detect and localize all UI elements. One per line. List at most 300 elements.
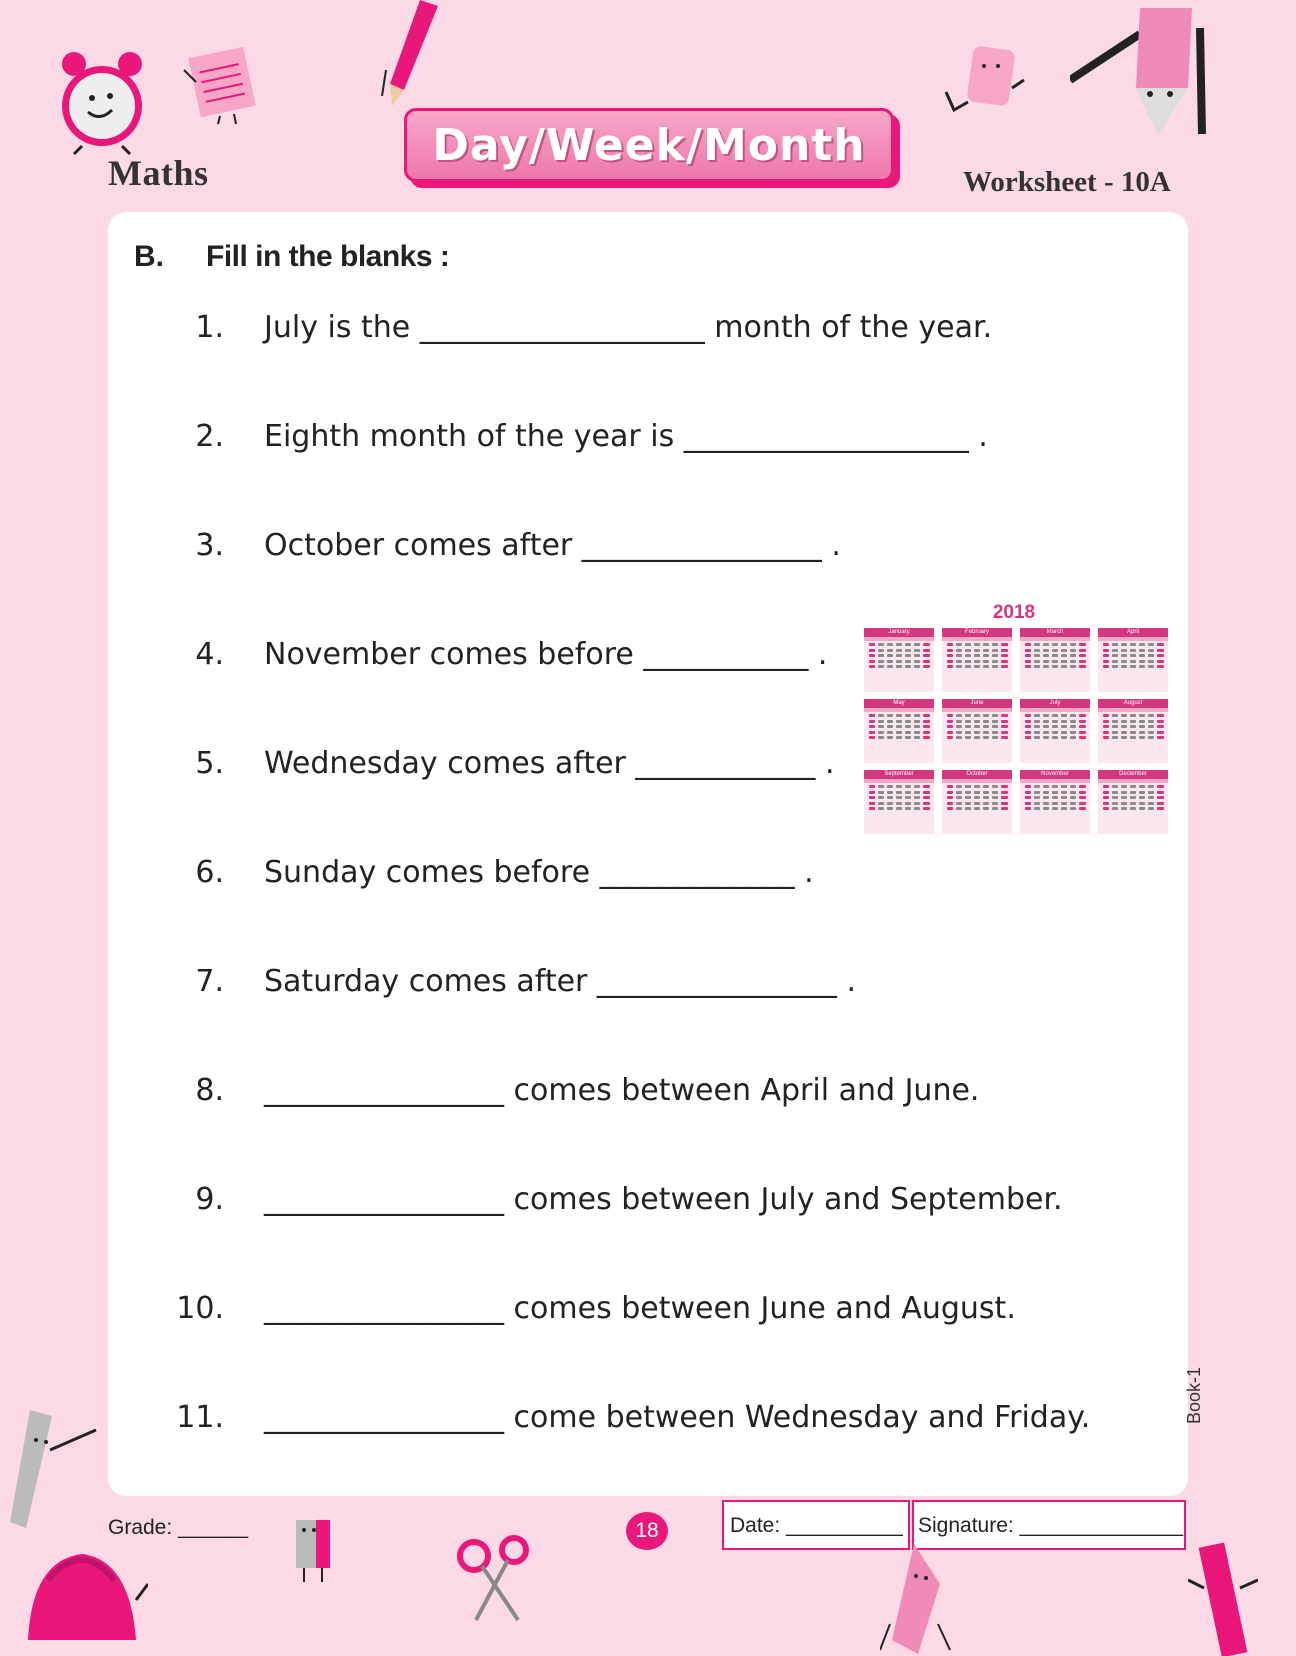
calendar-day (923, 654, 929, 657)
calendar-day (974, 785, 980, 788)
calendar-day (1025, 660, 1031, 663)
calendar-day (1139, 736, 1145, 739)
calendar-day (923, 791, 929, 794)
calendar-day (1079, 720, 1085, 723)
calendar-day (1157, 802, 1163, 805)
ruler-icon (10, 1410, 100, 1530)
calendar-day (887, 654, 893, 657)
sharpener-icon (284, 1516, 344, 1588)
calendar-day (1001, 807, 1007, 810)
calendar-day (1061, 714, 1067, 717)
calendar-day (983, 660, 989, 663)
question-number: 6. (195, 855, 224, 890)
calendar-day (887, 649, 893, 652)
calendar-day (1034, 720, 1040, 723)
calendar-day (1079, 643, 1085, 646)
calendar-day (983, 731, 989, 734)
calendar-day (896, 660, 902, 663)
section-title: Fill in the blanks : (206, 240, 450, 273)
calendar-day (1139, 649, 1145, 652)
calendar-day (1079, 791, 1085, 794)
calendar-day (1103, 736, 1109, 739)
calendar-day (878, 660, 884, 663)
bag-icon (18, 1520, 148, 1650)
calendar-day (1103, 654, 1109, 657)
calendar-day (1139, 785, 1145, 788)
calendar-day (1052, 802, 1058, 805)
calendar-date-grid (1098, 783, 1168, 812)
calendar-day (965, 785, 971, 788)
question-text[interactable]: Saturday comes after ________________ . (264, 964, 857, 999)
calendar-day (923, 736, 929, 739)
calendar-day (956, 731, 962, 734)
calendar-day (1148, 720, 1154, 723)
calendar-day (1148, 791, 1154, 794)
calendar-day (869, 643, 875, 646)
calendar-day (887, 714, 893, 717)
calendar-day (878, 665, 884, 668)
grade-field[interactable]: Grade: ______ (108, 1516, 249, 1539)
calendar-day (1157, 736, 1163, 739)
question-text[interactable]: Sunday comes before _____________ . (264, 855, 814, 890)
calendar-day (1025, 649, 1031, 652)
calendar-day (1121, 649, 1127, 652)
calendar-day (1139, 643, 1145, 646)
calendar-day (1061, 736, 1067, 739)
calendar-day (1139, 725, 1145, 728)
calendar-day (914, 643, 920, 646)
calendar-day (869, 720, 875, 723)
calendar-day (1103, 660, 1109, 663)
calendar-day (947, 725, 953, 728)
calendar-day (869, 785, 875, 788)
calendar-day (1112, 807, 1118, 810)
calendar-day (896, 807, 902, 810)
calendar-day (1001, 725, 1007, 728)
page-number: 18 (626, 1512, 668, 1550)
calendar-month-name: May (864, 699, 934, 708)
calendar-day (1079, 802, 1085, 805)
calendar-month (1020, 628, 1090, 692)
calendar-day (965, 731, 971, 734)
pencil-character-icon (1070, 8, 1220, 136)
calendar-day (878, 802, 884, 805)
calendar-day (1139, 714, 1145, 717)
calendar-day (1157, 714, 1163, 717)
calendar-month (942, 770, 1012, 834)
calendar-month (1098, 770, 1168, 834)
calendar-day (1025, 736, 1031, 739)
calendar-day (896, 731, 902, 734)
calendar-year: 2018 (992, 602, 1036, 623)
calendar-day (1025, 731, 1031, 734)
calendar-day (992, 802, 998, 805)
calendar-day (1070, 714, 1076, 717)
question-text[interactable]: November comes before ___________ . (264, 637, 828, 672)
calendar-day (956, 791, 962, 794)
calendar-day (956, 660, 962, 663)
calendar-day (1052, 796, 1058, 799)
calendar-day (992, 660, 998, 663)
calendar-day (1070, 649, 1076, 652)
calendar-day (1034, 654, 1040, 657)
calendar-day (1130, 731, 1136, 734)
calendar-day (1043, 807, 1049, 810)
calendar-day (1112, 660, 1118, 663)
calendar-day (869, 725, 875, 728)
marker-icon (1188, 1540, 1258, 1656)
calendar-day (1025, 665, 1031, 668)
calendar-day (1148, 714, 1154, 717)
calendar-day (1034, 660, 1040, 663)
question-text[interactable]: ________________ come between Wednesday and Friday. (264, 1400, 1091, 1435)
calendar-day (947, 731, 953, 734)
calendar-day (956, 802, 962, 805)
calendar-day (1112, 665, 1118, 668)
calendar-day (1139, 654, 1145, 657)
crayon-icon (880, 1544, 960, 1656)
calendar-day (1001, 714, 1007, 717)
calendar-day (947, 654, 953, 657)
calendar-day (878, 807, 884, 810)
calendar-month-name: November (1020, 770, 1090, 779)
calendar-day (869, 654, 875, 657)
calendar-day (1001, 796, 1007, 799)
calendar-day (1130, 665, 1136, 668)
calendar-day (1025, 654, 1031, 657)
calendar-day (1034, 802, 1040, 805)
calendar-day (896, 714, 902, 717)
question-row (0, 1291, 1296, 1337)
calendar-month-name: October (942, 770, 1012, 779)
calendar-day (887, 736, 893, 739)
calendar-day (878, 720, 884, 723)
calendar-day (914, 649, 920, 652)
calendar-date-grid (1020, 712, 1090, 741)
calendar-date-grid (1020, 641, 1090, 670)
calendar-day (1061, 660, 1067, 663)
calendar-day (992, 643, 998, 646)
calendar-day (1103, 714, 1109, 717)
calendar-day (1121, 731, 1127, 734)
question-text[interactable]: ________________ comes between July and September. (264, 1182, 1063, 1217)
calendar-day (956, 736, 962, 739)
calendar-day (1112, 791, 1118, 794)
calendar-month (1098, 628, 1168, 692)
question-row (0, 1073, 1296, 1119)
calendar-day (914, 665, 920, 668)
calendar-day (1130, 654, 1136, 657)
calendar-day (965, 802, 971, 805)
calendar-day (914, 796, 920, 799)
calendar-day (956, 807, 962, 810)
calendar-day (1130, 714, 1136, 717)
calendar-day (1121, 725, 1127, 728)
calendar-day (905, 720, 911, 723)
calendar-day (1112, 714, 1118, 717)
calendar-day (1157, 654, 1163, 657)
calendar-date-grid (942, 641, 1012, 670)
calendar-day (1052, 736, 1058, 739)
calendar-day (992, 791, 998, 794)
section-letter: B. (134, 240, 164, 273)
calendar-day (923, 714, 929, 717)
calendar-day (974, 654, 980, 657)
signature-box[interactable] (912, 1500, 1186, 1550)
calendar-day (992, 725, 998, 728)
calendar-day (992, 796, 998, 799)
calendar-day (896, 649, 902, 652)
calendar-day (992, 649, 998, 652)
calendar-day (1052, 643, 1058, 646)
title-banner (404, 108, 894, 182)
calendar-day (1025, 785, 1031, 788)
calendar-day (983, 785, 989, 788)
calendar-day (1148, 736, 1154, 739)
calendar-day (974, 660, 980, 663)
calendar-day (1043, 720, 1049, 723)
calendar-day (896, 654, 902, 657)
calendar-day (1121, 802, 1127, 805)
calendar-day (965, 660, 971, 663)
calendar-day (887, 807, 893, 810)
calendar-day (965, 807, 971, 810)
calendar-day (1061, 802, 1067, 805)
calendar-day (1148, 731, 1154, 734)
calendar-day (869, 807, 875, 810)
calendar-day (1130, 660, 1136, 663)
question-number: 9. (195, 1182, 224, 1217)
calendar-day (1148, 807, 1154, 810)
question-number: 5. (195, 746, 224, 781)
calendar-day (956, 725, 962, 728)
calendar-date-grid (1020, 783, 1090, 812)
calendar-day (983, 720, 989, 723)
calendar-day (1121, 654, 1127, 657)
calendar-day (1121, 714, 1127, 717)
calendar-day (1103, 796, 1109, 799)
worksheet-label: Worksheet - 10A (963, 166, 1171, 198)
calendar-day (1001, 802, 1007, 805)
calendar-date-grid (864, 783, 934, 812)
calendar-day (896, 665, 902, 668)
calendar-day (947, 643, 953, 646)
calendar-day (1130, 649, 1136, 652)
calendar-day (1070, 660, 1076, 663)
calendar-day (992, 654, 998, 657)
calendar-day (947, 796, 953, 799)
date-box[interactable] (722, 1500, 910, 1550)
calendar-day (923, 807, 929, 810)
calendar-day (983, 796, 989, 799)
calendar-day (869, 791, 875, 794)
calendar-day (1103, 731, 1109, 734)
calendar-day (1079, 796, 1085, 799)
calendar-date-grid (864, 712, 934, 741)
calendar-day (878, 649, 884, 652)
calendar-day (1112, 731, 1118, 734)
calendar-day (1070, 736, 1076, 739)
calendar-day (914, 725, 920, 728)
calendar-2018 (860, 600, 1168, 838)
calendar-month-name: March (1020, 628, 1090, 637)
calendar-day (1103, 643, 1109, 646)
calendar-day (1130, 643, 1136, 646)
calendar-day (905, 731, 911, 734)
calendar-day (1052, 714, 1058, 717)
calendar-day (1079, 649, 1085, 652)
calendar-day (878, 643, 884, 646)
question-text[interactable]: Wednesday comes after ____________ . (264, 746, 835, 781)
calendar-day (1130, 807, 1136, 810)
calendar-day (1148, 643, 1154, 646)
calendar-day (1121, 643, 1127, 646)
calendar-day (947, 791, 953, 794)
calendar-day (974, 791, 980, 794)
question-text[interactable]: ________________ comes between April and June. (264, 1073, 980, 1108)
calendar-day (992, 714, 998, 717)
calendar-month-name: August (1098, 699, 1168, 708)
calendar-day (887, 665, 893, 668)
calendar-day (1157, 725, 1163, 728)
calendar-day (956, 785, 962, 788)
calendar-day (887, 785, 893, 788)
calendar-day (1070, 731, 1076, 734)
calendar-day (923, 802, 929, 805)
calendar-day (983, 807, 989, 810)
question-text[interactable]: Eighth month of the year is ___________________ . (264, 419, 988, 454)
calendar-date-grid (1098, 712, 1168, 741)
calendar-day (1061, 791, 1067, 794)
calendar-day (878, 731, 884, 734)
calendar-day (1130, 785, 1136, 788)
calendar-day (1070, 802, 1076, 805)
calendar-day (1043, 791, 1049, 794)
calendar-day (974, 643, 980, 646)
calendar-day (1148, 665, 1154, 668)
question-number: 11. (176, 1400, 224, 1435)
calendar-day (1139, 665, 1145, 668)
calendar-day (1121, 665, 1127, 668)
calendar-month-name: June (942, 699, 1012, 708)
calendar-day (887, 643, 893, 646)
calendar-month-name: April (1098, 628, 1168, 637)
calendar-day (1025, 791, 1031, 794)
subject-label: Maths (108, 153, 209, 193)
calendar-day (1121, 791, 1127, 794)
calendar-day (974, 802, 980, 805)
question-row (0, 419, 1296, 465)
calendar-day (1001, 649, 1007, 652)
question-text[interactable]: ________________ comes between June and August. (264, 1291, 1016, 1326)
calendar-day (1001, 643, 1007, 646)
calendar-day (1043, 725, 1049, 728)
calendar-day (1061, 731, 1067, 734)
calendar-day (905, 643, 911, 646)
question-row (0, 855, 1296, 901)
calendar-day (956, 714, 962, 717)
calendar-day (1139, 731, 1145, 734)
calendar-day (923, 785, 929, 788)
calendar-day (1148, 725, 1154, 728)
calendar-day (965, 643, 971, 646)
calendar-month-name: February (942, 628, 1012, 637)
calendar-day (869, 796, 875, 799)
calendar-month (942, 628, 1012, 692)
calendar-date-grid (942, 783, 1012, 812)
calendar-day (974, 731, 980, 734)
signature-field: Signature: ______________ (918, 1514, 1184, 1537)
calendar-day (1130, 791, 1136, 794)
calendar-day (1034, 791, 1040, 794)
calendar-day (1025, 796, 1031, 799)
question-text[interactable]: July is the ___________________ month of the year. (264, 310, 993, 345)
calendar-day (887, 791, 893, 794)
calendar-day (914, 807, 920, 810)
calendar-day (1157, 731, 1163, 734)
calendar-day (1157, 643, 1163, 646)
calendar-day (1103, 665, 1109, 668)
calendar-day (905, 654, 911, 657)
calendar-day (1112, 796, 1118, 799)
calendar-day (887, 660, 893, 663)
calendar-day (1061, 643, 1067, 646)
calendar-day (992, 807, 998, 810)
calendar-day (1139, 720, 1145, 723)
calendar-day (1112, 802, 1118, 805)
calendar-month (864, 770, 934, 834)
calendar-day (1043, 665, 1049, 668)
calendar-day (1070, 725, 1076, 728)
calendar-day (869, 714, 875, 717)
calendar-date-grid (942, 712, 1012, 741)
calendar-day (947, 720, 953, 723)
calendar-day (1061, 720, 1067, 723)
calendar-day (905, 807, 911, 810)
calendar-date-grid (864, 641, 934, 670)
calendar-day (914, 720, 920, 723)
calendar-day (1025, 720, 1031, 723)
calendar-day (1043, 643, 1049, 646)
calendar-day (1157, 791, 1163, 794)
calendar-day (887, 796, 893, 799)
calendar-day (1148, 802, 1154, 805)
calendar-day (878, 736, 884, 739)
calendar-day (905, 665, 911, 668)
notepad-icon (176, 40, 266, 126)
calendar-day (1043, 736, 1049, 739)
calendar-day (1001, 720, 1007, 723)
calendar-day (1148, 654, 1154, 657)
calendar-day (1130, 725, 1136, 728)
calendar-day (983, 725, 989, 728)
question-text[interactable]: October comes after ________________ . (264, 528, 841, 563)
calendar-day (983, 649, 989, 652)
calendar-day (905, 736, 911, 739)
calendar-day (887, 725, 893, 728)
calendar-day (1112, 720, 1118, 723)
calendar-day (896, 785, 902, 788)
question-number: 4. (195, 637, 224, 672)
calendar-day (983, 665, 989, 668)
calendar-day (1025, 802, 1031, 805)
calendar-day (956, 796, 962, 799)
calendar-day (1103, 649, 1109, 652)
calendar-day (992, 720, 998, 723)
calendar-day (896, 796, 902, 799)
calendar-day (1112, 785, 1118, 788)
calendar-day (992, 731, 998, 734)
